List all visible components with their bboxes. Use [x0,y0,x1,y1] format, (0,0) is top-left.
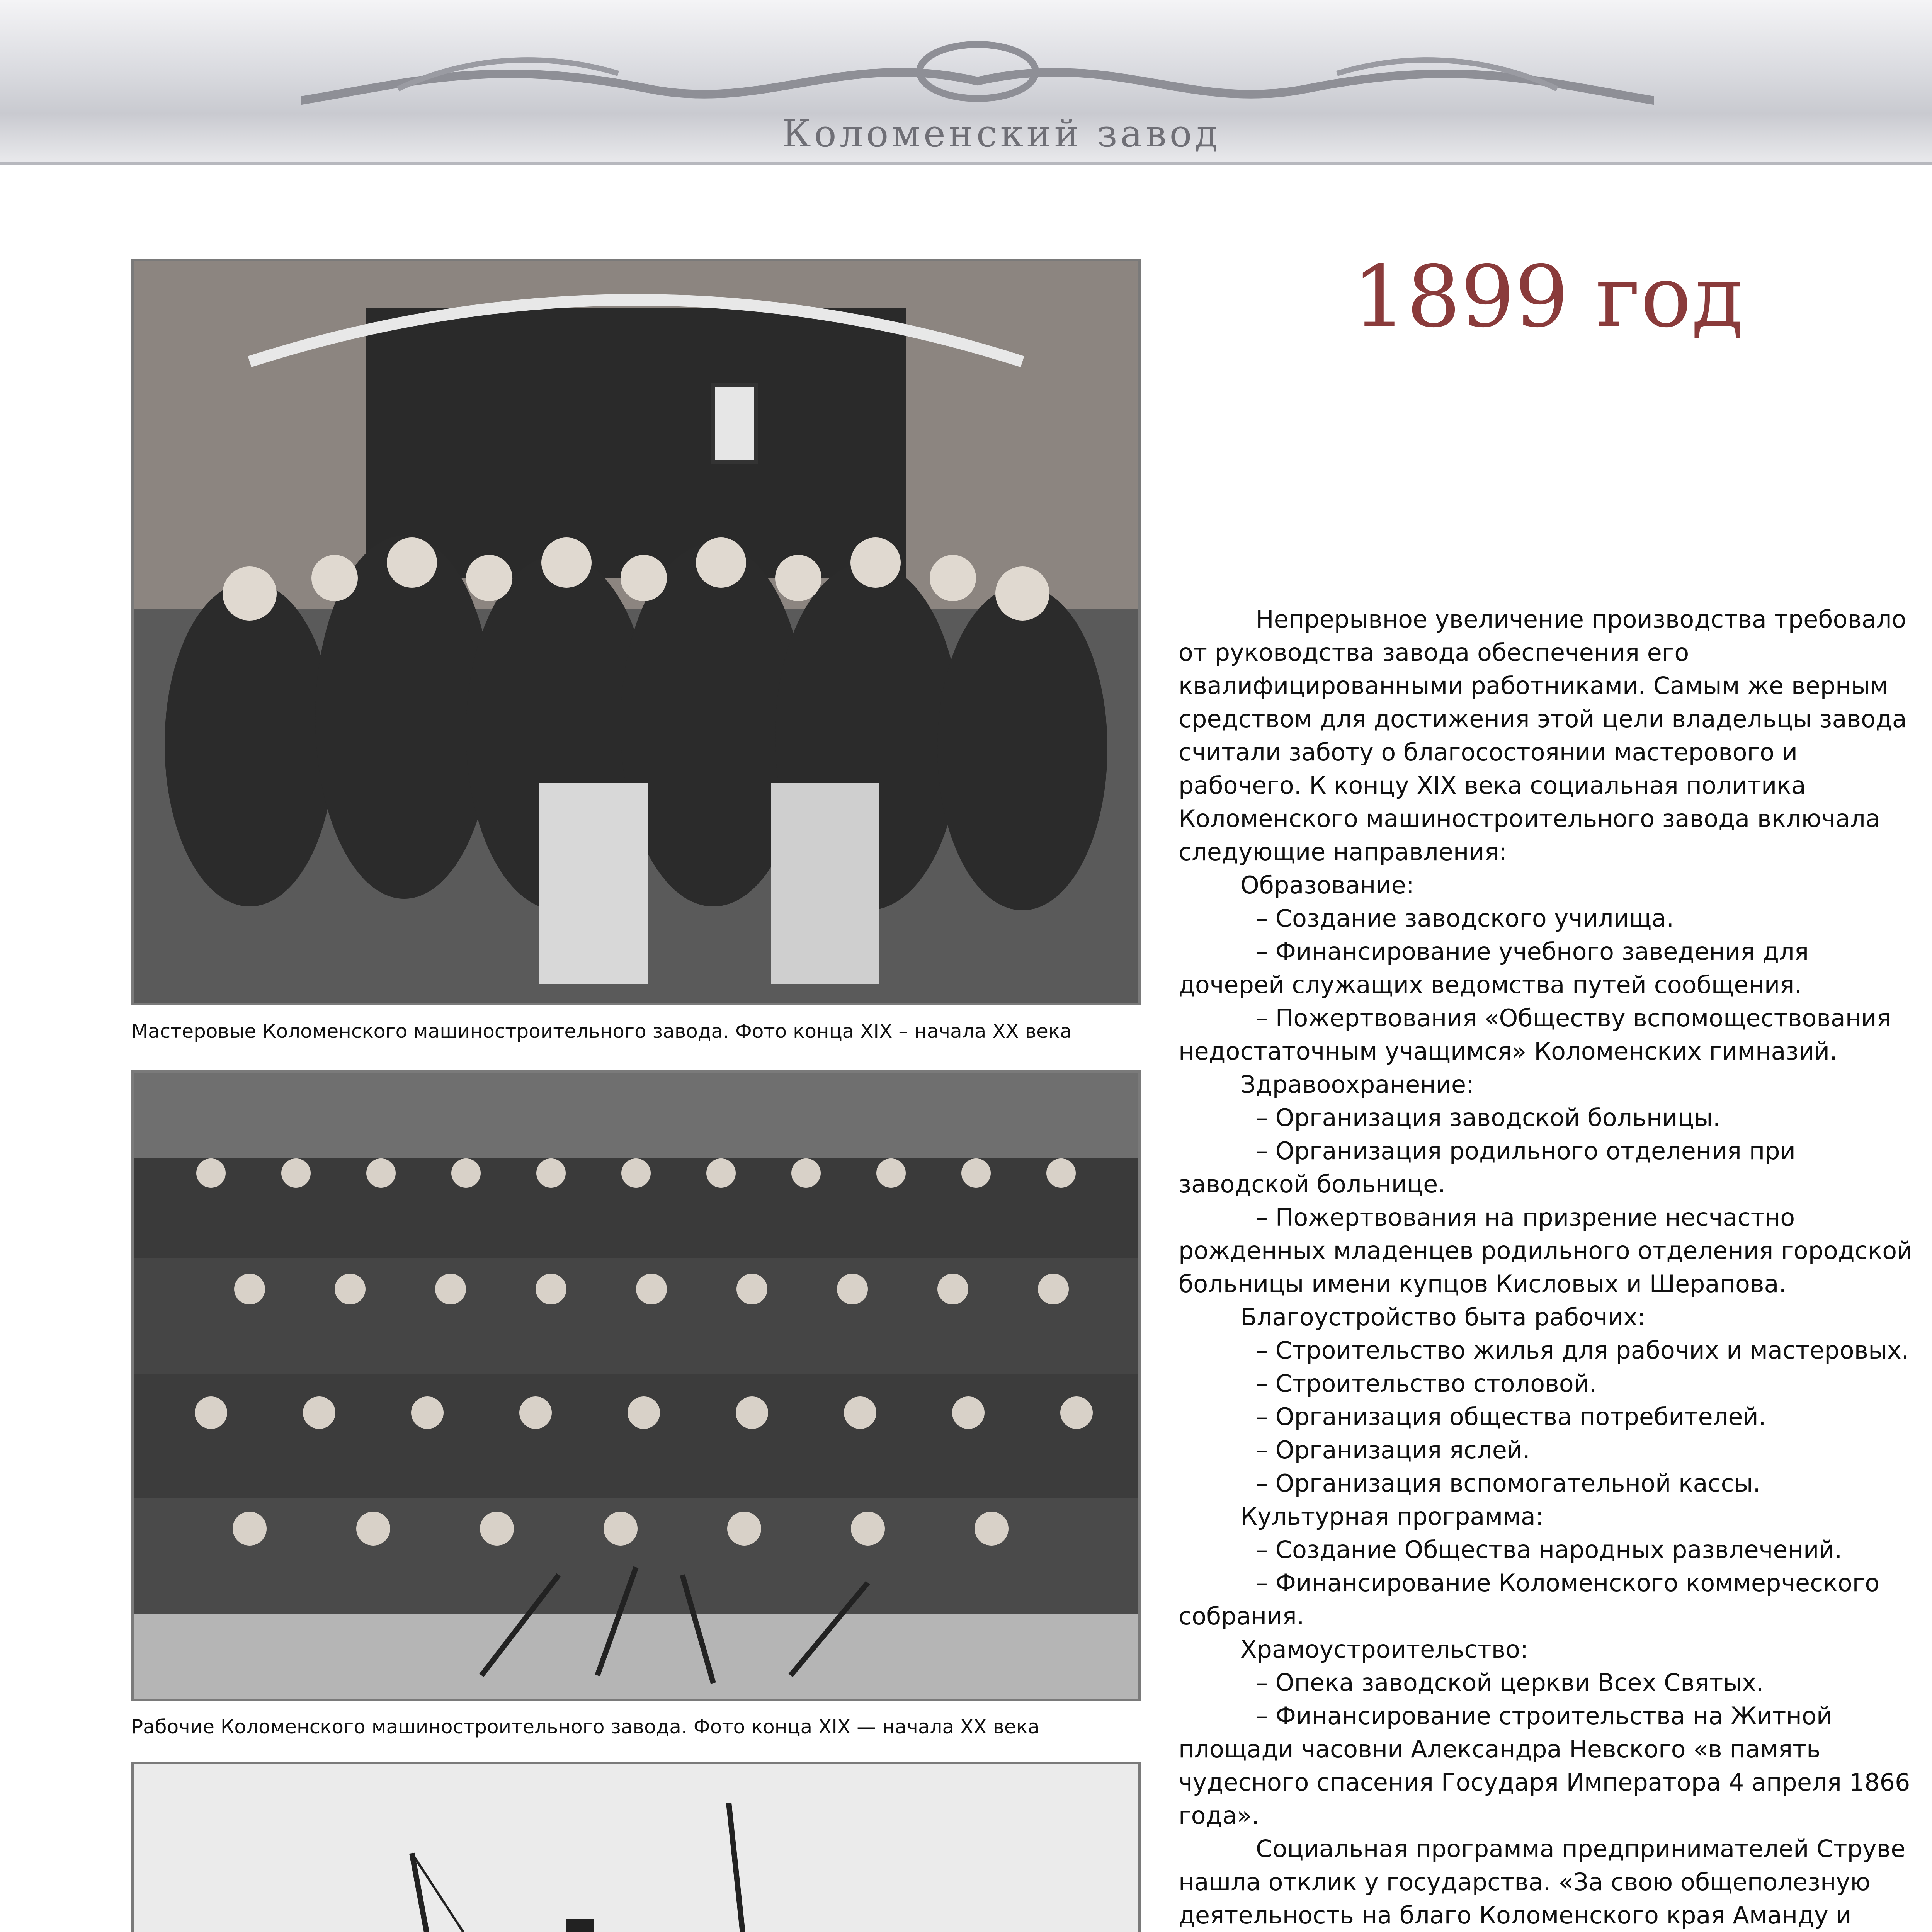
section-heading: Образование: [1240,871,1414,899]
paragraph: Непрерывное увеличение производства требовало от руководства завода обеспечения его квалифицированными работниками. Самым же верным средством для достижения этой цели владельцы завода считали заботу о благосостоянии мастерового и рабочего. К концу XIX века социальная политика Коломенского машиностроительного завода включала следующие направления: [1179,605,1907,866]
list-item: – Финансирование учебного заведения для дочерей служащих ведомства путей сообщения. [1179,937,1809,999]
list-item: – Организация вспомогательной кассы. [1256,1469,1761,1497]
header-band [0,0,1932,165]
list-item: – Пожертвования «Обществу вспомоществования недостаточным учащимся» Коломенских гимназий. [1179,1004,1891,1065]
list-item: – Строительство жилья для рабочих и мастеровых. [1256,1336,1909,1364]
list-item: – Финансирование Коломенского коммерческого собрания. [1179,1569,1880,1630]
list-item: – Организация яслей. [1256,1436,1530,1464]
list-item: – Организация родильного отделения при заводской больнице. [1179,1137,1796,1198]
list-item: – Строительство столовой. [1256,1369,1597,1398]
list-item: – Пожертвования на призрение несчастно рожденных младенцев родильного отделения городской больницы имени купцов Кисловых и Шерапова. [1179,1203,1913,1298]
photo-workers [131,1070,1141,1701]
list-item: – Организация общества потребителей. [1256,1403,1766,1431]
photo-caption: Рабочие Коломенского машиностроительного завода. Фото конца XIX — начала XX века [131,1716,1040,1738]
list-item: – Опека заводской церкви Всех Святых. [1256,1668,1764,1697]
photo-craftsmen [131,259,1141,1005]
list-item: – Создание заводского училища. [1256,904,1674,932]
header-title: Коломенский завод [782,112,1221,155]
article-body [1179,603,1913,1932]
page-title: 1899 год [1352,247,1744,346]
list-item: – Финансирование строительства на Житной площади часовни Александра Невского «в память чудесного спасения Государя Императора 4 апреля 1866 года». [1179,1702,1910,1830]
photo-caption: Мастеровые Коломенского машиностроительного завода. Фото конца XIX – начала XX века [131,1020,1072,1043]
section-heading: Храмоустроительство: [1240,1635,1528,1663]
section-heading: Здравоохранение: [1240,1070,1474,1099]
list-item: – Организация заводской больницы. [1256,1104,1721,1132]
section-heading: Благоустройство быта рабочих: [1240,1303,1646,1331]
paragraph: Социальная программа предпринимателей Струве нашла отклик у государства. «За свою общеполезную деятельность на благо Коломенского края Аманду и [1179,1835,1906,1929]
photo-icebreaker [131,1762,1141,1932]
section-heading: Культурная программа: [1240,1502,1544,1531]
list-item: – Создание Общества народных развлечений. [1256,1536,1842,1564]
